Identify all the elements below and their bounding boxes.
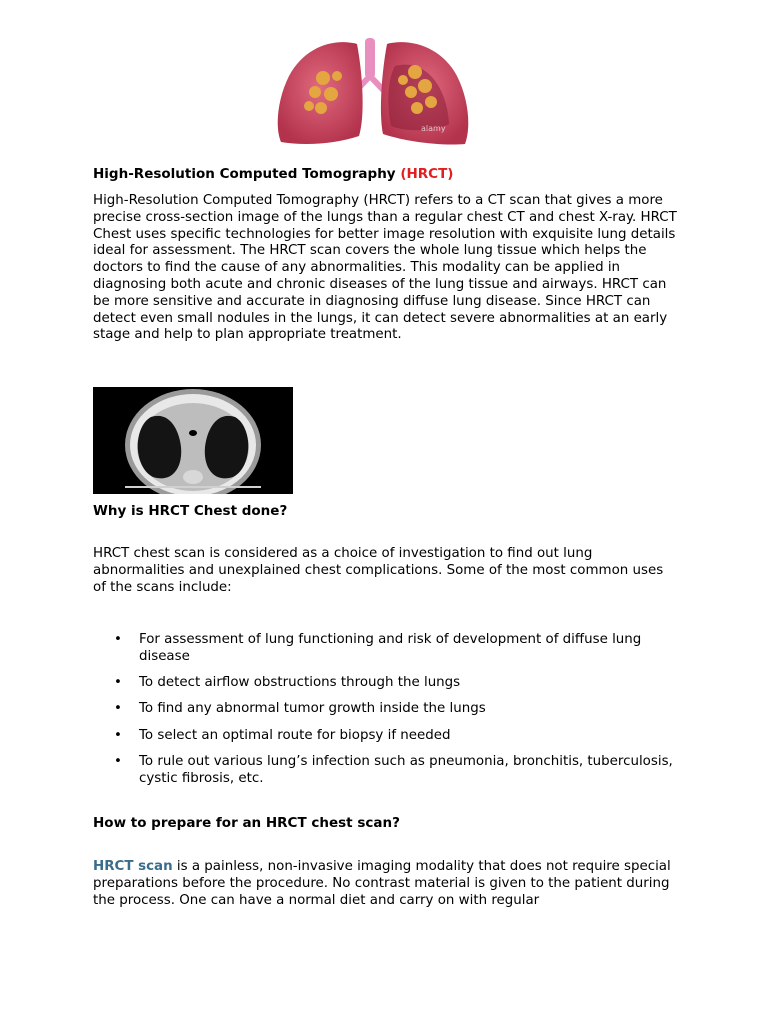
why-intro: HRCT chest scan is considered as a choice of investigation to find out lung abnormalities and unexplained chest complications. Some of the most common uses of the scans include: [93, 546, 664, 595]
list-item-text: To select an optimal route for biopsy if needed [139, 727, 451, 743]
prepare-body: is a painless, non-invasive imaging modality that does not require special preparations before the procedure. No contrast material is given to the patient during the process. One can have a normal diet and carry on with regular [93, 859, 671, 908]
hrct-description: High-Resolution Computed Tomography (HRCT) refers to a CT scan that gives a more precise cross-section image of the lungs than a regular chest CT and chest X-ray. HRCT Chest uses specific technologies for better image resolution with exquisite lung details ideal for assessment. The HRCT scan covers the whole lung tissue which helps the doctors to find the cause of any abnormalities. This modality can be applied in diagnosing both acute and chronic diseases of the lung tissue and airways. HRCT can be more sensitive and accurate in diagnosing diffuse lung disease. Since HRCT can detect even small nodules in the lungs, it can detect severe abnormalities at an early stage and help to plan appropriate treatment. [93, 193, 677, 343]
bullet-icon: • [114, 701, 122, 717]
list-item [93, 754, 678, 788]
bullet-icon: • [114, 675, 122, 691]
section-heading-why: Why is HRCT Chest done? [93, 503, 288, 519]
bullet-icon: • [114, 753, 122, 769]
ct-scan-image [93, 387, 293, 494]
section-heading-hrct [93, 166, 453, 182]
bullet-icon: • [114, 632, 122, 647]
list-item [93, 701, 678, 718]
heading-main: High-Resolution Computed Tomography [93, 166, 401, 182]
prepare-description [93, 859, 678, 909]
list-item-text: To detect airflow obstructions through the lungs [139, 675, 461, 691]
list-item-text: For assessment of lung functioning and risk of development of diffuse lung disease [139, 632, 642, 664]
list-item-text: To find any abnormal tumor growth inside the lungs [139, 701, 486, 717]
section-heading-prepare: How to prepare for an HRCT chest scan? [93, 815, 400, 831]
hrct-scan-link[interactable]: HRCT scan [93, 859, 173, 874]
list-item [93, 728, 678, 745]
list-item-text: To rule out various lung’s infection such as pneumonia, bronchitis, tuberculosis, cystic fibrosis, etc. [139, 753, 673, 786]
list-item [93, 675, 678, 692]
bullet-icon: • [114, 727, 122, 743]
watermark-text: alamy [421, 124, 446, 133]
heading-accent: (HRCT) [400, 166, 454, 182]
uses-list [93, 632, 678, 797]
list-item [93, 632, 678, 666]
lungs-illustration [275, 36, 471, 148]
